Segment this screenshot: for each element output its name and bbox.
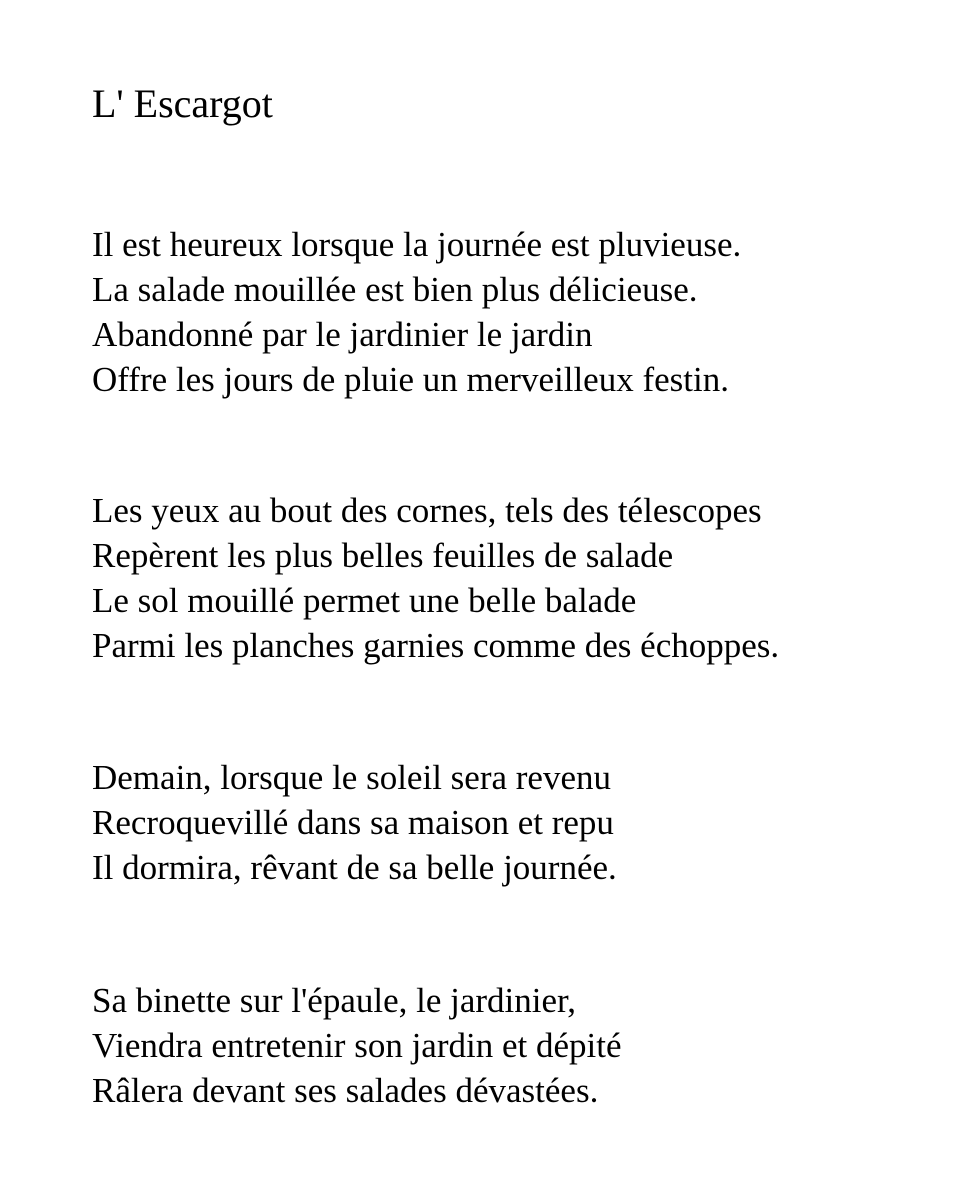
poem-line: Parmi les planches garnies comme des échoppes. [92,626,780,665]
poem-line: Recroquevillé dans sa maison et repu [92,803,614,842]
poem-line: Demain, lorsque le soleil sera revenu [92,758,611,797]
stanza-2 [92,488,779,668]
poem-line: Repèrent les plus belles feuilles de salade [92,536,674,575]
poem-line: Offre les jours de pluie un merveilleux festin. [92,360,729,399]
poem-line: Les yeux au bout des cornes, tels des télescopes [92,491,762,530]
poem-line: Le sol mouillé permet une belle balade [92,581,637,620]
stanza-1 [92,222,741,402]
stanza-4 [92,978,622,1113]
poem-line: Il est heureux lorsque la journée est pluvieuse. [92,225,742,264]
poem-line: Râlera devant ses salades dévastées. [92,1071,599,1110]
poem-line: Il dormira, rêvant de sa belle journée. [92,848,617,887]
stanza-3 [92,755,617,890]
poem-line: Viendra entretenir son jardin et dépité [92,1026,622,1065]
poem-line: Abandonné par le jardinier le jardin [92,315,593,354]
poem-title: L' Escargot [92,81,273,126]
poem-line: La salade mouillée est bien plus délicieuse. [92,270,698,309]
poem-line: Sa binette sur l'épaule, le jardinier, [92,981,577,1020]
